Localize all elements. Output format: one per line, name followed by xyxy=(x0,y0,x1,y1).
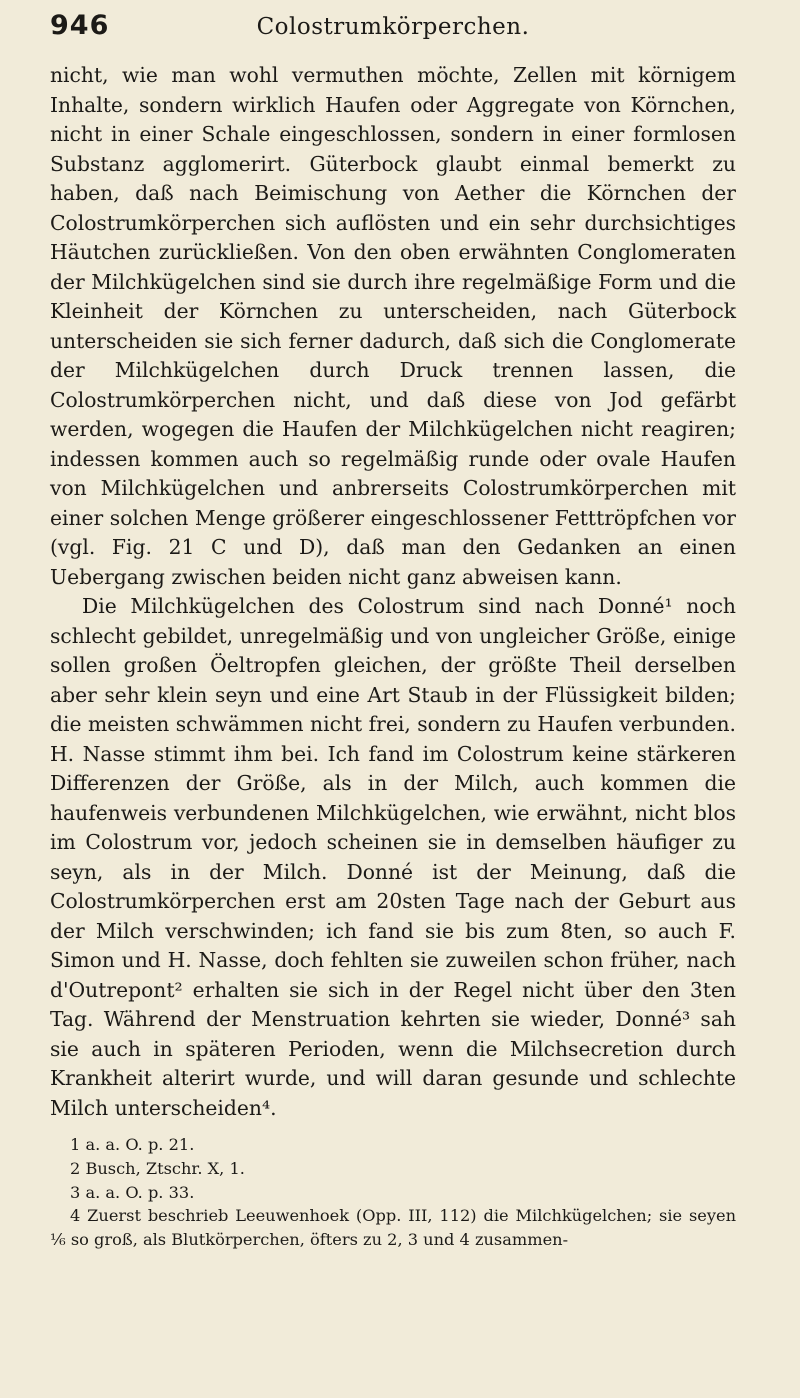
footnote: 2 Busch, Ztschr. X, 1. xyxy=(70,1158,245,1178)
paragraph: nicht, wie man wohl vermuthen möchte, Zellen mit körnigem Inhalte, sondern wirklich Haufen oder Aggregate von Körnchen, nicht in einer Schale eingeschlossen, sondern in einer formlosen Substanz agglomerirt. Güterbock glaubt einmal bemerkt zu haben, daß nach Beimischung von Aether die Körnchen der Colostrumkörperchen sich auflösten und ein sehr durchsichtiges Häutchen zurückließen. Von den oben erwähnten Conglomeraten der Milchkügelchen sind sie durch ihre regelmäßige Form und die Kleinheit der Körnchen zu unterscheiden, nach Güterbock unterscheiden sie sich ferner dadurch, daß sich die Conglomerate der Milchkügelchen durch Druck trennen lassen, die Colostrumkörperchen nicht, und daß diese von Jod gefärbt werden, wogegen die Haufen der Milchkügelchen nicht reagiren; indessen kommen auch so regelmäßig runde oder ovale Haufen von Milchkügelchen und anbrerseits Colostrumkörperchen mit einer solchen Menge größerer eingeschlossener Fetttröpfchen vor (vgl. Fig. 21 C und D), daß man den Gedanken an einen Uebergang zwischen beiden nicht ganz abweisen kann. xyxy=(50,63,736,589)
footnote: 1 a. a. O. p. 21. xyxy=(70,1135,195,1154)
running-title: Colostrumkörperchen. xyxy=(256,14,530,40)
page-number: 946 xyxy=(50,10,110,41)
footnotes xyxy=(50,1133,736,1252)
footnote: 3 a. a. O. p. 33. xyxy=(70,1182,195,1202)
body-text xyxy=(50,61,736,1123)
paragraph: Die Milchkügelchen des Colostrum sind nach Donné¹ noch schlecht gebildet, unregelmäßig und von ungleicher Größe, einige sollen großen Öeltropfen gleichen, der größte Theil derselben aber sehr klein seyn und eine Art Staub in der Flüssigkeit bilden; die meisten schwämmen nicht frei, sondern zu Haufen verbunden. H. Nasse stimmt ihm bei. Ich fand im Colostrum keine stärkeren Differenzen der Größe, als in der Milch, auch kommen die haufenweis verbundenen Milchkügelchen, wie erwähnt, nicht blos im Colostrum vor, jedoch scheinen sie in demselben häufiger zu seyn, als in der Milch. Donné ist der Meinung, daß die Colostrumkörperchen erst am 20sten Tage nach der Geburt aus der Milch verschwinden; ich fand sie bis zum 8ten, so auch F. Simon und H. Nasse, doch fehlten sie zuweilen schon früher, nach d'Outrepont² erhalten sie sich in der Regel nicht über den 3ten Tag. Während der Menstruation kehrten sie wieder, Donné³ sah sie auch in späteren Perioden, wenn die Milchsecretion durch Krankheit alterirt wurde, und will daran gesunde und schlechte Milch unterscheiden⁴. xyxy=(50,594,736,1120)
page-header xyxy=(50,10,736,57)
footnote: 4 Zuerst beschrieb Leeuwenhoek (Opp. III, 112) die Milchkügelchen; sie seyen ⅙ so groß, als Blutkörperchen, öfters zu 2, 3 und 4 zusammen- xyxy=(50,1206,736,1250)
